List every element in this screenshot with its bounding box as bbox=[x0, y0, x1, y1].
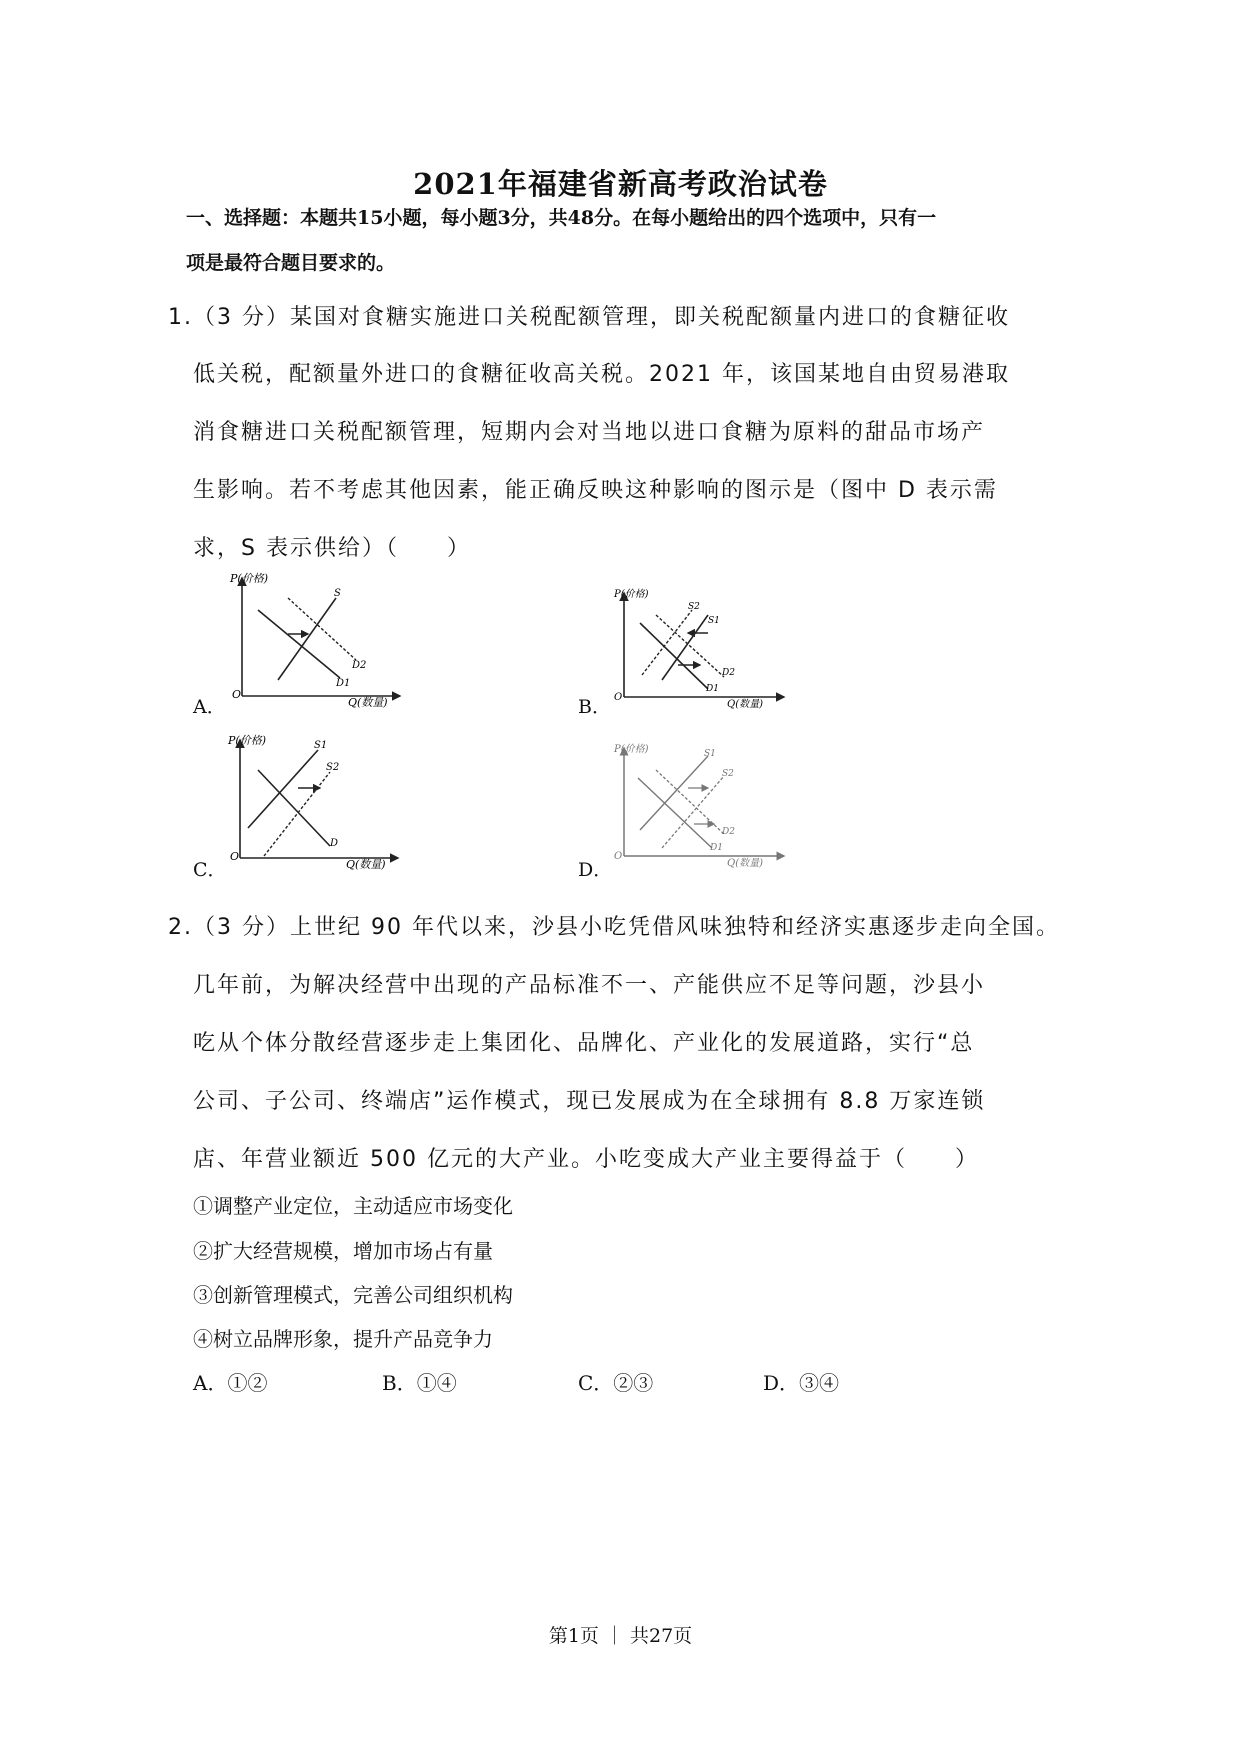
option-a-x-label: Q(数量) bbox=[348, 696, 388, 708]
option-d-x-label: Q(数量) bbox=[727, 858, 764, 868]
q1-line-1: 1.（3 分）某国对食糖实施进口关税配额管理，即关税配额量内进口的食糖征收 bbox=[168, 305, 1010, 330]
q2-line-3: 吃从个体分散经营逐步走上集团化、品牌化、产业化的发展道路，实行“总 bbox=[193, 1031, 975, 1056]
q1-line-2: 低关税，配额量外进口的食糖征收高关税。2021 年，该国某地自由贸易港取 bbox=[193, 362, 1010, 387]
q1-line-5: 求，S 表示供给）（ ） bbox=[193, 536, 471, 561]
page-footer: 第1页 ｜ 共27页 bbox=[548, 1625, 693, 1647]
option-d-graph bbox=[612, 740, 797, 872]
option-c-x-label: Q(数量) bbox=[346, 858, 386, 870]
option-d-y-label: P(价格) bbox=[614, 744, 649, 755]
option-b-label: B． bbox=[578, 696, 611, 718]
option-c-curve-s1: S1 bbox=[314, 740, 328, 751]
q1-line-3: 消食糖进口关税配额管理，短期内会对当地以进口食糖为原料的甜品市场产 bbox=[193, 420, 986, 445]
option-b-x-label: Q(数量) bbox=[727, 699, 764, 710]
section-heading-line-1: 一、选择题：本题共15小题，每小题3分，共48分。在每小题给出的四个选项中，只有一 bbox=[186, 207, 937, 229]
q2-choice-d: D．③④ bbox=[763, 1371, 840, 1395]
option-c-origin: O bbox=[230, 850, 240, 863]
option-a-y-label: P(价格) bbox=[230, 572, 268, 585]
option-b-curve-d1: D1 bbox=[706, 684, 719, 694]
option-d-label: D． bbox=[578, 859, 613, 881]
q2-line-5: 店、年营业额近 500 亿元的大产业。小吃变成大产业主要得益于（ ） bbox=[193, 1147, 979, 1172]
option-b-curve-s1: S1 bbox=[708, 616, 720, 626]
page-title: 2021年福建省新高考政治试卷 bbox=[413, 167, 828, 201]
option-d-origin: O bbox=[614, 851, 623, 862]
option-b-origin: O bbox=[614, 692, 623, 703]
option-a-graph bbox=[228, 568, 413, 712]
option-d-curve-s2: S2 bbox=[722, 769, 734, 779]
option-a-curve-d2: D2 bbox=[352, 660, 367, 671]
option-a-label: A． bbox=[193, 696, 226, 718]
option-a-curve-d1: D1 bbox=[336, 678, 351, 689]
q2-statement-1: ①调整产业定位，主动适应市场变化 bbox=[193, 1194, 513, 1218]
q2-line-4: 公司、子公司、终端店”运作模式，现已发展成为在全球拥有 8.8 万家连锁 bbox=[193, 1089, 986, 1114]
option-c-y-label: P(价格) bbox=[228, 734, 266, 747]
option-b-curve-d2: D2 bbox=[722, 668, 735, 678]
option-d-curve-d1: D1 bbox=[710, 843, 723, 853]
option-d-curve-d2: D2 bbox=[722, 827, 735, 837]
option-a-curve-s: S bbox=[334, 588, 341, 599]
section-heading-line-2: 项是最符合题目要求的。 bbox=[186, 252, 396, 274]
q2-choice-c: C．②③ bbox=[578, 1371, 654, 1395]
option-b-y-label: P(价格) bbox=[614, 589, 649, 600]
option-a-origin: O bbox=[232, 688, 242, 701]
q2-line-1: 2.（3 分）上世纪 90 年代以来，沙县小吃凭借风味独特和经济实惠逐步走向全国。 bbox=[168, 915, 1060, 940]
q2-choice-b: B．①④ bbox=[382, 1371, 457, 1395]
option-c-curve-s2: S2 bbox=[326, 762, 340, 773]
option-c-label: C． bbox=[193, 859, 227, 881]
q2-choice-a: A．①② bbox=[193, 1371, 268, 1395]
q2-statement-4: ④树立品牌形象，提升产品竞争力 bbox=[193, 1327, 493, 1351]
option-b-curve-s2: S2 bbox=[688, 602, 700, 612]
q2-statement-2: ②扩大经营规模，增加市场占有量 bbox=[193, 1239, 493, 1263]
q2-line-2: 几年前，为解决经营中出现的产品标准不一、产能供应不足等问题，沙县小 bbox=[193, 973, 986, 998]
q2-statement-3: ③创新管理模式，完善公司组织机构 bbox=[193, 1283, 513, 1307]
q1-line-4: 生影响。若不考虑其他因素，能正确反映这种影响的图示是（图中 D 表示需 bbox=[193, 478, 998, 503]
option-d-curve-s1: S1 bbox=[704, 749, 716, 759]
option-b-graph bbox=[612, 585, 797, 714]
option-c-curve-d: D bbox=[330, 838, 339, 849]
option-c-graph bbox=[226, 730, 411, 874]
